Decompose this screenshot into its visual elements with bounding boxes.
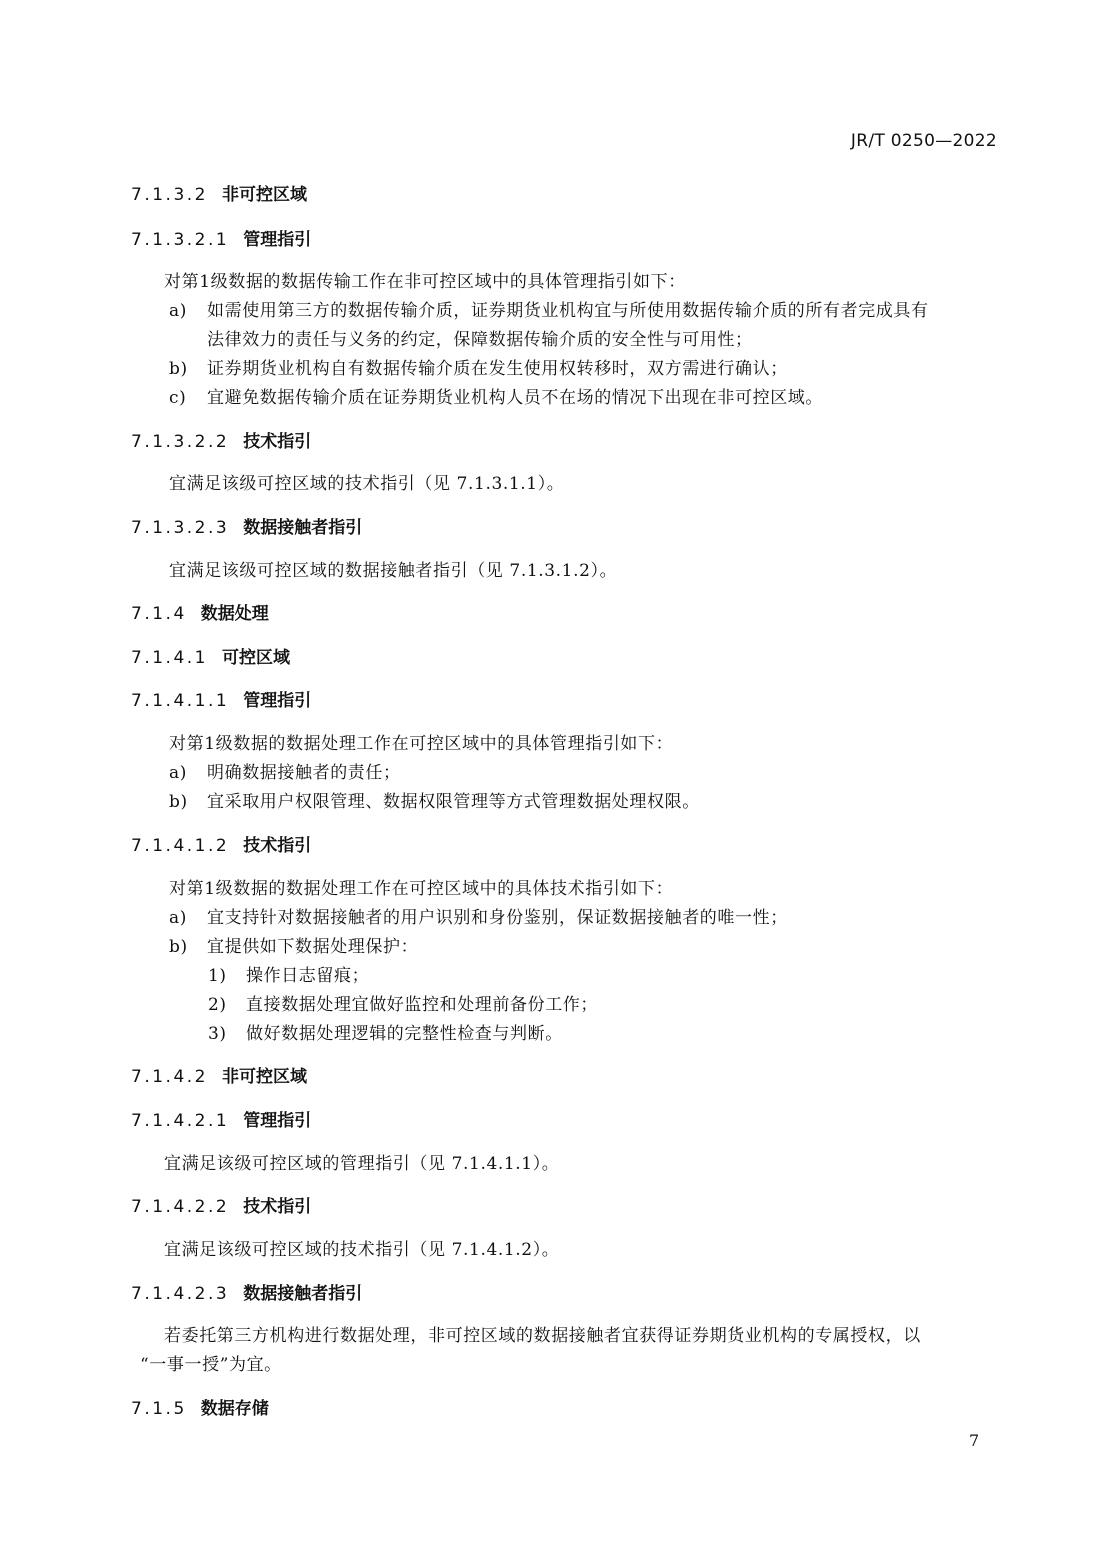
list-marker: a) [169, 763, 187, 783]
section-heading [131, 643, 290, 668]
paragraph: 宜满足该级可控区域的技术指引（见 7.1.4.1.2）。 [164, 1240, 560, 1260]
section-heading [131, 513, 362, 538]
paragraph: 宜满足该级可控区域的数据接触者指引（见 7.1.3.1.2）。 [169, 561, 618, 581]
section-number: 7.1.4.1.1 [131, 691, 230, 711]
list-item [169, 903, 788, 928]
section-title: 管理指引 [243, 691, 312, 711]
paragraph: 宜满足该级可控区域的技术指引（见 7.1.3.1.1）。 [169, 474, 565, 494]
paragraph: 宜满足该级可控区域的管理指引（见 7.1.4.1.1）。 [164, 1154, 560, 1174]
list-item-text: 证券期货业机构自有数据传输介质在发生使用权转移时，双方需进行确认； [207, 359, 788, 379]
section-heading [131, 686, 311, 711]
section-number: 7.1.4.1.2 [131, 836, 230, 856]
section-title: 技术指引 [243, 836, 312, 856]
list-marker: 1) [208, 966, 227, 986]
section-number: 7.1.4.1 [131, 648, 208, 668]
paragraph: 若委托第三方机构进行数据处理，非可控区域的数据接触者宜获得证券期货业机构的专属授权，以 [164, 1326, 921, 1346]
list-item-text: 做好数据处理逻辑的完整性检查与判断。 [246, 1024, 563, 1044]
sub-list-item [208, 1019, 563, 1044]
section-title: 技术指引 [243, 432, 312, 452]
sub-list-item [208, 990, 598, 1015]
list-marker: b) [169, 359, 188, 379]
section-heading [131, 427, 311, 452]
section-heading [131, 1394, 269, 1419]
section-heading [131, 1106, 311, 1131]
section-heading [131, 1062, 307, 1087]
section-number: 7.1.4.2.2 [131, 1197, 230, 1217]
list-item [169, 354, 788, 379]
section-title: 数据接触者指引 [243, 518, 363, 538]
section-title: 数据接触者指引 [243, 1284, 363, 1304]
section-heading [131, 831, 311, 856]
section-heading [131, 180, 307, 205]
section-number: 7.1.4.2 [131, 1067, 208, 1087]
paragraph: 对第1级数据的数据处理工作在可控区域中的具体技术指引如下： [169, 879, 674, 899]
sub-list-item [208, 961, 369, 986]
section-number: 7.1.3.2.2 [131, 432, 230, 452]
section-number: 7.1.3.2 [131, 185, 208, 205]
list-marker: a) [169, 908, 187, 928]
section-title: 数据存储 [200, 1399, 269, 1419]
section-title: 管理指引 [243, 230, 312, 250]
list-item-text: 宜避免数据传输介质在证券期货业机构人员不在场的情况下出现在非可控区域。 [207, 388, 823, 408]
list-item [169, 758, 401, 783]
section-title: 非可控区域 [221, 185, 307, 205]
section-number: 7.1.4.2.1 [131, 1111, 230, 1131]
page-number: 7 [969, 1431, 980, 1450]
list-marker: a) [169, 301, 187, 321]
section-number: 7.1.4 [131, 604, 187, 624]
section-title: 非可控区域 [221, 1067, 307, 1087]
section-number: 7.1.4.2.3 [131, 1284, 230, 1304]
section-heading [131, 599, 269, 624]
list-item-text: 宜支持针对数据接触者的用户识别和身份鉴别，保证数据接触者的唯一性； [207, 908, 788, 928]
section-heading [131, 225, 311, 250]
list-marker: 3) [208, 1024, 227, 1044]
list-marker: c) [169, 388, 187, 408]
list-item-text: 宜采取用户权限管理、数据权限管理等方式管理数据处理权限。 [207, 792, 700, 812]
list-marker: 2) [208, 995, 227, 1015]
section-title: 管理指引 [243, 1111, 312, 1131]
section-heading [131, 1192, 311, 1217]
section-heading [131, 1279, 362, 1304]
list-item [169, 383, 823, 408]
paragraph: 对第1级数据的数据传输工作在非可控区域中的具体管理指引如下： [164, 272, 686, 292]
list-item-text: 如需使用第三方的数据传输介质，证券期货业机构宜与所使用数据传输介质的所有者完成具有 [207, 301, 929, 321]
list-item-text: 宜提供如下数据处理保护： [207, 937, 419, 957]
list-marker: b) [169, 792, 188, 812]
paragraph-continuation: “一事一授”为宜。 [140, 1355, 282, 1375]
list-item [169, 787, 700, 812]
list-item [169, 932, 418, 957]
section-number: 7.1.3.2.3 [131, 518, 230, 538]
list-item-text: 直接数据处理宜做好监控和处理前备份工作； [246, 995, 598, 1015]
section-title: 技术指引 [243, 1197, 312, 1217]
list-item [169, 296, 929, 321]
list-item-text: 明确数据接触者的责任； [207, 763, 401, 783]
list-marker: b) [169, 937, 188, 957]
list-item-continuation: 法律效力的责任与义务的约定，保障数据传输介质的安全性与可用性； [207, 330, 753, 350]
section-number: 7.1.3.2.1 [131, 230, 230, 250]
section-title: 数据处理 [200, 604, 269, 624]
section-title: 可控区域 [221, 648, 290, 668]
paragraph: 对第1级数据的数据处理工作在可控区域中的具体管理指引如下： [169, 734, 674, 754]
list-item-text: 操作日志留痕； [246, 966, 370, 986]
document-code: JR/T 0250—2022 [850, 131, 997, 151]
section-number: 7.1.5 [131, 1399, 187, 1419]
